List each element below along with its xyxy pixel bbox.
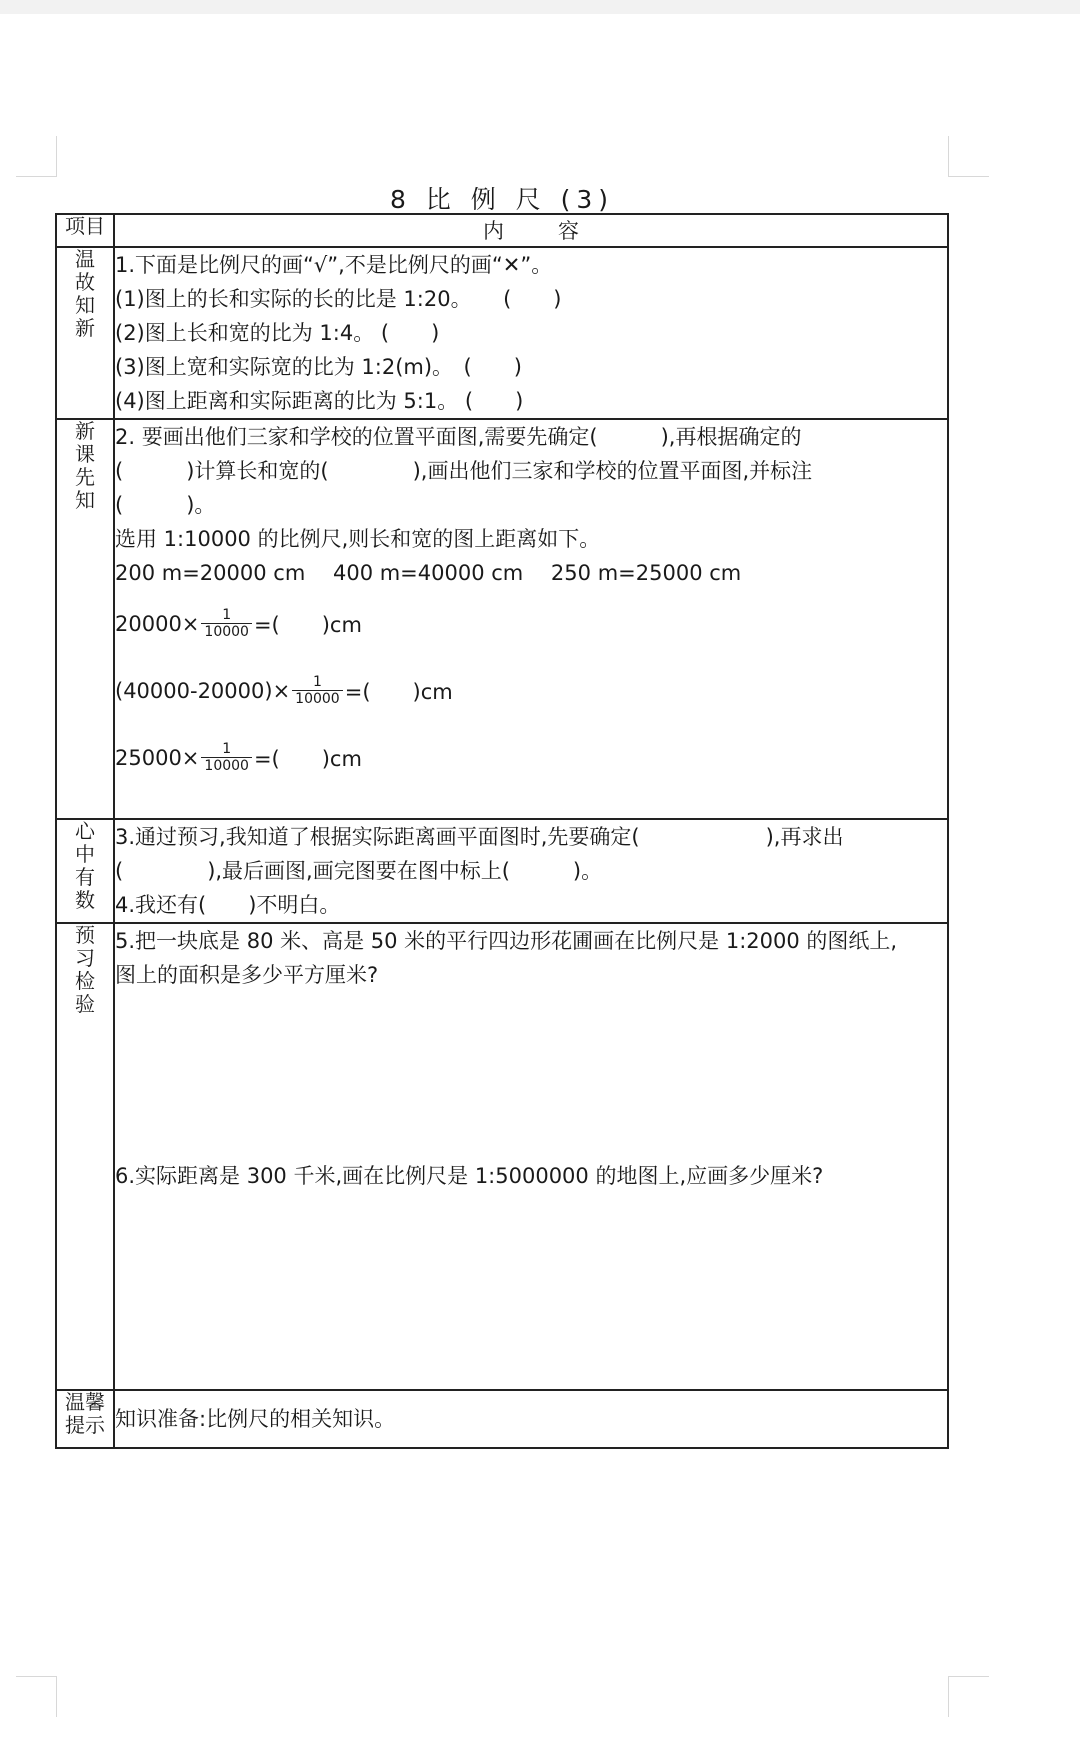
page-title: 8 比 例 尺 (3) xyxy=(389,185,615,214)
review-label-char: 温 xyxy=(75,247,95,271)
check-label xyxy=(56,923,114,1390)
summary-label-char: 心 xyxy=(75,819,95,843)
preview-label-char: 先 xyxy=(75,465,95,489)
tips-row xyxy=(56,1390,948,1448)
fraction-denominator: 10000 xyxy=(292,690,343,708)
fraction-denominator: 10000 xyxy=(201,757,252,775)
summary-label-char: 数 xyxy=(75,888,95,912)
preview-line: 选用 1:10000 的比例尺,则长和宽的图上距离如下。 xyxy=(115,527,601,551)
fraction-numerator: 1 xyxy=(222,740,232,757)
preview-label xyxy=(56,419,114,819)
check-label-char: 预 xyxy=(75,923,95,947)
header-content-label: 内容 xyxy=(483,219,633,243)
check-row xyxy=(56,923,948,1390)
check-label-char: 习 xyxy=(75,946,95,970)
formula-line xyxy=(115,724,947,791)
review-label-char: 故 xyxy=(75,270,95,294)
check-label-char: 检 xyxy=(75,969,95,993)
preview-line: 2. 要画出他们三家和学校的位置平面图,需要先确定( ),再根据确定的 xyxy=(115,425,802,449)
formula-suffix: =( )cm xyxy=(253,746,362,771)
summary-line: ( ),最后画图,画完图要在图中标上( )。 xyxy=(115,859,603,883)
crop-mark-top-right xyxy=(948,136,989,177)
formula-line xyxy=(115,590,947,657)
crop-mark-top-left xyxy=(16,136,57,177)
check-label-char: 验 xyxy=(75,992,95,1016)
formula-prefix: 20000× xyxy=(115,611,200,636)
formula-suffix: =( )cm xyxy=(253,612,362,637)
formula-prefix: 25000× xyxy=(115,745,200,770)
review-line: (2)图上长和宽的比为 1:4。 ( ) xyxy=(115,321,440,345)
summary-label xyxy=(56,819,114,923)
crop-mark-bottom-left xyxy=(16,1676,57,1717)
top-bar xyxy=(0,0,1080,14)
fraction-numerator: 1 xyxy=(312,673,322,690)
question-6-line: 6.实际距离是 300 千米,画在比例尺是 1:5000000 的地图上,应画多少厘米? xyxy=(115,1164,824,1188)
header-content-cell xyxy=(114,214,948,247)
check-content xyxy=(114,923,948,1390)
fraction-numerator: 1 xyxy=(222,606,232,623)
header-row xyxy=(56,214,948,247)
formula-suffix: =( )cm xyxy=(344,679,453,704)
review-content xyxy=(114,247,948,419)
tips-content xyxy=(114,1390,948,1448)
preview-content xyxy=(114,419,948,819)
preview-line: 200 m=20000 cm 400 m=40000 cm 250 m=25000 cm xyxy=(115,561,742,585)
preview-row xyxy=(56,419,948,819)
formula-line xyxy=(115,657,947,724)
summary-label-char: 中 xyxy=(75,842,95,866)
worksheet-table xyxy=(55,213,949,1449)
fraction xyxy=(201,607,252,641)
tips-label-line: 提示 xyxy=(65,1413,105,1437)
tips-label xyxy=(56,1390,114,1448)
review-label-char: 知 xyxy=(75,293,95,317)
formula-prefix: (40000-20000)× xyxy=(115,678,291,703)
summary-label-char: 有 xyxy=(75,865,95,889)
tips-label-line: 温馨 xyxy=(65,1390,105,1414)
review-line: (4)图上距离和实际距离的比为 5:1。 ( ) xyxy=(115,389,524,413)
review-line: (3)图上宽和实际宽的比为 1:2(m)。 ( ) xyxy=(115,355,522,379)
summary-line: 4.我还有( )不明白。 xyxy=(115,893,341,917)
preview-line: ( )。 xyxy=(115,493,216,517)
answer-space-5[interactable] xyxy=(115,992,947,1159)
review-line: 1.下面是比例尺的画“√”,不是比例尺的画“✕”。 xyxy=(115,253,553,277)
summary-content xyxy=(114,819,948,923)
review-label-char: 新 xyxy=(75,316,95,340)
review-label xyxy=(56,247,114,419)
preview-label-char: 知 xyxy=(75,488,95,512)
preview-label-char: 课 xyxy=(75,442,95,466)
preview-label-char: 新 xyxy=(75,419,95,443)
fraction xyxy=(292,674,343,708)
fraction-denominator: 10000 xyxy=(201,623,252,641)
review-line: (1)图上的长和实际的长的比是 1:20。 ( ) xyxy=(115,287,562,311)
question-5-line: 图上的面积是多少平方厘米? xyxy=(115,963,379,987)
preview-line: ( )计算长和宽的( ),画出他们三家和学校的位置平面图,并标注 xyxy=(115,459,813,483)
fraction xyxy=(201,741,252,775)
summary-row xyxy=(56,819,948,923)
review-row xyxy=(56,247,948,419)
header-item-cell: 项目 xyxy=(56,214,114,247)
question-5-line: 5.把一块底是 80 米、高是 50 米的平行四边形花圃画在比例尺是 1:2000 的图纸上, xyxy=(115,929,898,953)
crop-mark-bottom-right xyxy=(948,1676,989,1717)
tips-text: 知识准备:比例尺的相关知识。 xyxy=(115,1407,396,1431)
summary-line: 3.通过预习,我知道了根据实际距离画平面图时,先要确定( ),再求出 xyxy=(115,825,844,849)
